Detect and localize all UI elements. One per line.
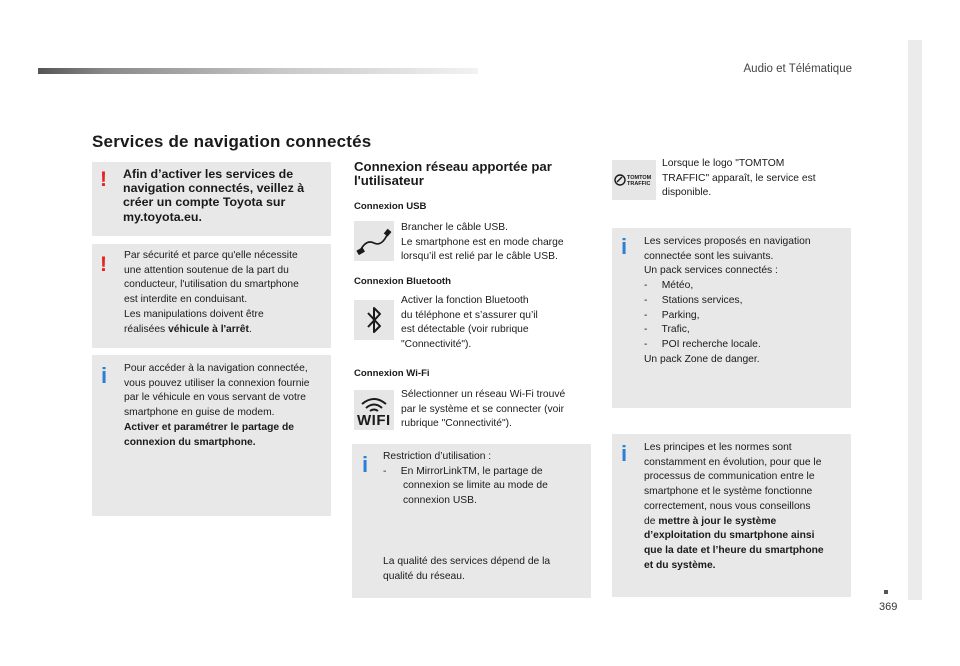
usb-heading: Connexion USB: [354, 201, 427, 212]
info-box-restriction: [352, 444, 591, 598]
usb-instructions: Brancher le câble USB. Le smartphone est en mode charge lorsqu’il est relié par le câble USB.: [401, 222, 564, 263]
page-side-strip: [908, 40, 922, 600]
wifi-icon: [354, 390, 394, 430]
bluetooth-icon: [354, 300, 394, 340]
info-box-connection: [92, 355, 331, 516]
warning-account-text: Afin d’activer les services de navigation connectés, veillez à créer un compte Toyota sur my.toyota.eu.: [123, 167, 305, 224]
service-item: - Météo,: [644, 280, 694, 292]
service-item: - POI recherche locale.: [644, 338, 761, 350]
tomtom-logo-text: TOMTOM TRAFFIC: [627, 175, 652, 187]
page-title: Services de navigation connectés: [92, 132, 372, 151]
info-connection-text: Pour accéder à la navigation connectée, vous pouvez utiliser la connexion fournie par le véhicule en vous servant de votre smartphone en guise de modem. Activer et paramétrer le partage de connexion du smartphone.: [124, 363, 310, 448]
bluetooth-heading: Connexion Bluetooth: [354, 276, 451, 287]
page-number: 369: [879, 601, 898, 613]
service-item: - Parking,: [644, 309, 700, 321]
info-icon: i: [362, 452, 369, 477]
wifi-instructions: Sélectionner un réseau Wi-Fi trouvé par le système et se connecter (voir rubrique "Connectivité").: [401, 389, 566, 430]
wifi-icon-label: WIFI: [357, 412, 391, 429]
bluetooth-instructions: Activer la fonction Bluetooth du téléphone et s’assurer qu’il est détectable (voir rubrique "Connectivité").: [401, 295, 538, 351]
service-item: - Trafic,: [644, 324, 690, 336]
page-marker: [884, 590, 888, 594]
warning-box-account: [92, 162, 331, 236]
info-box-services: [612, 228, 851, 408]
tomtom-description: Lorsque le logo "TOMTOM TRAFFIC" apparaît, le service est disponible.: [662, 158, 816, 199]
info-icon: i: [621, 441, 628, 466]
principles-text: Les principes et les normes sont constamment en évolution, pour que le processus de communication entre le smartphone et le système fonctionne correctement, nous vous conseillons de mettre à jour le système d’exploitation du smartphone ainsi que la date et l’heure du smartphone et du système.: [644, 442, 824, 571]
service-item: - Stations services,: [644, 294, 743, 306]
warning-icon: !: [100, 253, 107, 276]
section-title: Audio et Télématique: [743, 63, 852, 75]
warning-safety-text: Par sécurité et parce qu'elle nécessite une attention soutenue de la part du conducteur, l'utilisation du smartphone est interdite en conduisant. Les manipulations doivent être réalisées véhicule à l'arrêt.: [124, 250, 299, 335]
quality-text: La qualité des services dépend de la qualité du réseau.: [383, 556, 551, 582]
warning-icon: !: [100, 168, 107, 191]
warning-box-safety: [92, 244, 331, 348]
section-heading-network: Connexion réseau apportée par l'utilisateur: [354, 159, 552, 188]
usb-cable-icon: [354, 221, 394, 261]
info-icon: i: [101, 363, 108, 388]
restriction-text: Restriction d’utilisation : - En MirrorLinkTM, le partage de connexion se limite au mode de connexion USB.: [383, 451, 548, 507]
services-list-text: Les services proposés en navigation connectée sont les suivants. Un pack services connectés : - Météo, - Stations services, - Parking, - Trafic, - POI recherche locale. Un pack Zone de danger.: [644, 235, 849, 367]
tomtom-traffic-logo: [612, 160, 656, 200]
wifi-heading: Connexion Wi-Fi: [354, 368, 430, 379]
info-box-principles: [612, 434, 851, 597]
info-icon: i: [621, 234, 628, 259]
header-gradient-bar: [38, 68, 478, 74]
